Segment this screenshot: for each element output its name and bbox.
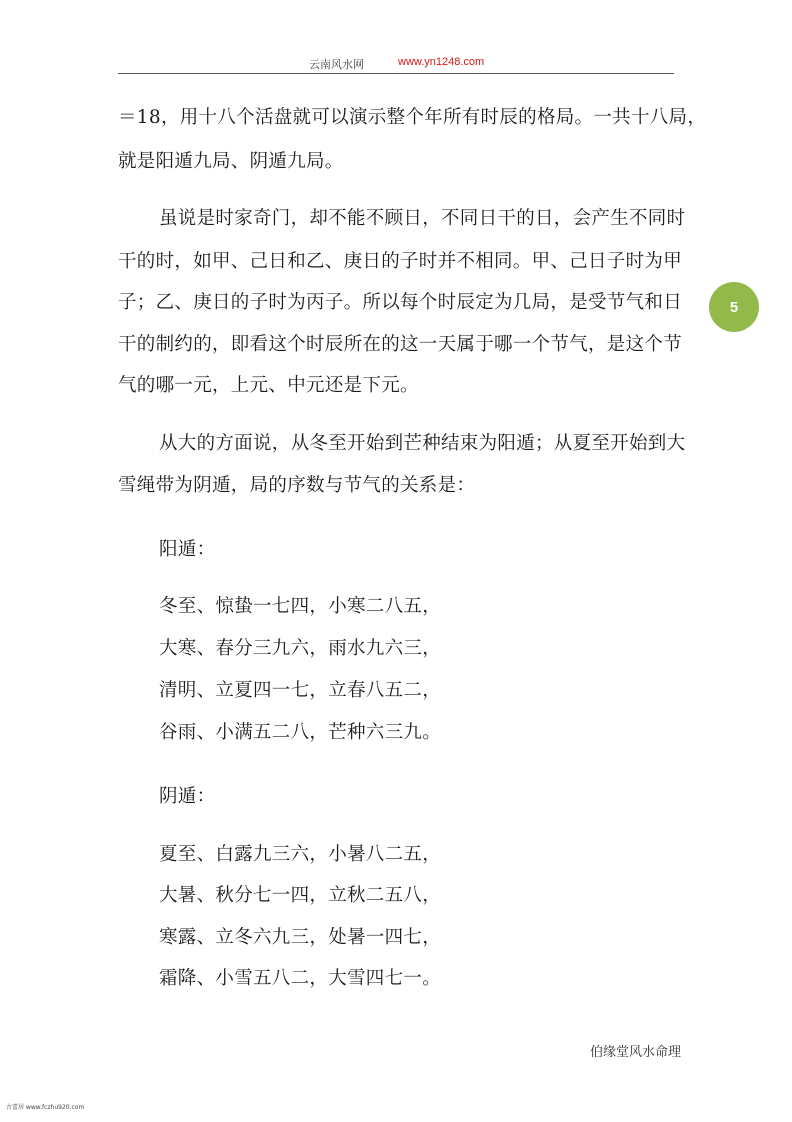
paragraph-line: ＝18，用十八个活盘就可以演示整个年所有时辰的格局。一共十八局，: [118, 107, 707, 128]
yang-dun-heading: 阳遁：: [159, 539, 216, 560]
paragraph-line: 气的哪一元，上元、中元还是下元。: [118, 375, 419, 396]
paragraph-line: 虽说是时家奇门，却不能不顾日，不同日干的日，会产生不同时: [159, 208, 686, 229]
yang-dun-line: 冬至、惊蛰一七四，小寒二八五，: [159, 596, 442, 617]
page-number-badge: 5: [709, 282, 759, 332]
header-url-link[interactable]: www.yn1248.com: [398, 56, 485, 68]
yang-dun-line: 清明、立夏四一七，立春八五二，: [159, 680, 442, 701]
yang-dun-line: 谷雨、小满五二八，芒种六三九。: [159, 722, 442, 743]
paragraph-line: 雪绳带为阴遁，局的序数与节气的关系是：: [118, 475, 476, 496]
footer-brand: 伯缘堂风水命理: [590, 1045, 682, 1060]
paragraph-line: 就是阳遁九局、阴遁九局。: [118, 151, 344, 172]
header-divider: [118, 73, 674, 74]
header-site-name: 云南风水网: [309, 58, 364, 71]
paragraph-line: 子；乙、庚日的子时为丙子。所以每个时辰定为几局，是受节气和日: [118, 292, 683, 313]
paragraph-line: 干的时，如甲、己日和乙、庚日的子时并不相同。甲、己日子时为甲: [118, 251, 683, 272]
footer-watermark: 古蕾居 www.fczhu920.com: [6, 1104, 85, 1111]
yin-dun-line: 夏至、白露九三六，小暑八二五，: [159, 844, 442, 865]
yin-dun-heading: 阴遁：: [159, 786, 216, 807]
yin-dun-line: 大暑、秋分七一四，立秋二五八，: [159, 885, 442, 906]
paragraph-line: 从大的方面说，从冬至开始到芒种结束为阳遁；从夏至开始到大: [159, 433, 686, 454]
yang-dun-line: 大寒、春分三九六，雨水九六三，: [159, 638, 442, 659]
yin-dun-line: 霜降、小雪五八二，大雪四七一。: [159, 968, 442, 989]
yin-dun-line: 寒露、立冬六九三，处暑一四七，: [159, 927, 442, 948]
paragraph-line: 干的制约的，即看这个时辰所在的这一天属于哪一个节气，是这个节: [118, 334, 683, 355]
